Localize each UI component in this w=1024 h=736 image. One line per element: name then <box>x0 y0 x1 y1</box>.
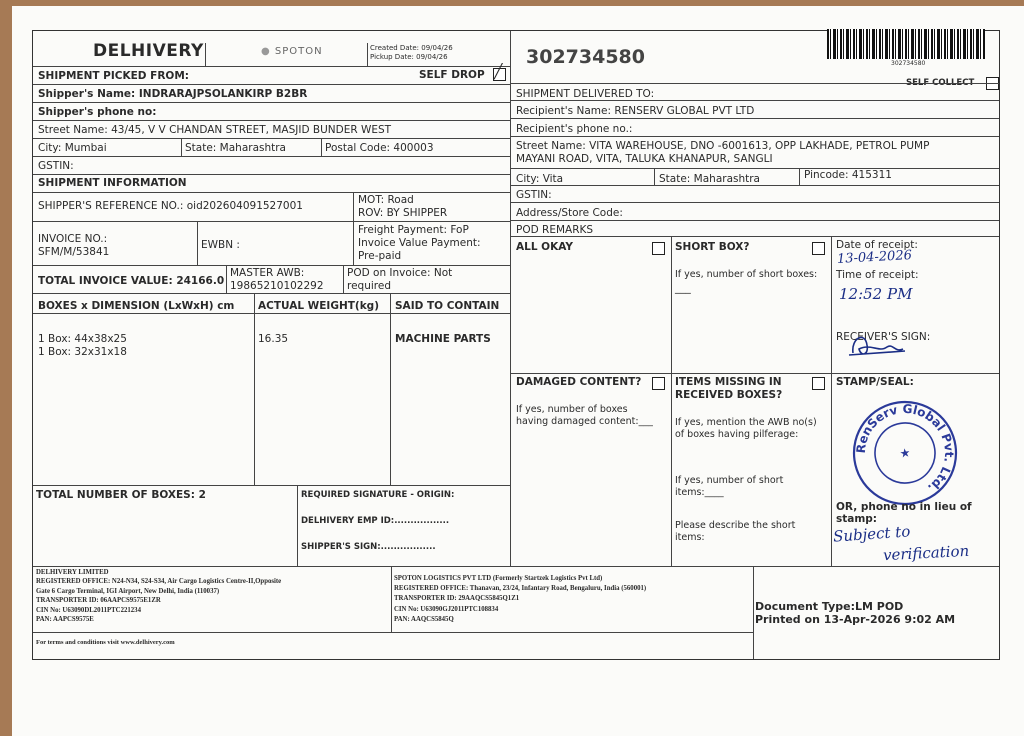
pickup-date: Pickup Date: 09/04/26 <box>370 53 448 61</box>
short-box-count-prompt: If yes, number of short boxes: <box>675 269 818 280</box>
shipper-postal-code: Postal Code: 400003 <box>325 142 434 154</box>
handwritten-receipt-time: 12:52 PM <box>839 285 913 303</box>
damaged-boxes-prompt: If yes, number of boxes <box>516 404 628 415</box>
said-to-contain-header: SAID TO CONTAIN <box>395 300 500 312</box>
total-invoice-value: TOTAL INVOICE VALUE: 24166.0 <box>38 275 225 287</box>
phone-in-lieu-of-stamp: OR, phone no in lieu of <box>836 501 972 513</box>
self-drop-check-mark-icon: ╱ <box>494 64 503 80</box>
handwritten-note-line2: verification <box>882 541 970 565</box>
required-signature-origin: REQUIRED SIGNATURE - ORIGIN: <box>301 490 455 500</box>
items-missing-label: ITEMS MISSING IN <box>675 376 782 388</box>
spoton-company-info: SPOTON LOGISTICS PVT LTD (Formerly Startzek Logistics Pvt Ltd) REGISTERED OFFICE: Thanavan, 23/24, Infantary Road, Bengaluru, India (560001) TRANSPORTER ID: 29AAQCS5845Q1Z1 CIN No: U63090GJ2011PTC108834 PAN: AAQCS5845Q <box>394 575 647 623</box>
delhivery-emp-id: DELHIVERY EMP ID:................. <box>301 516 450 526</box>
short-box-label: SHORT BOX? <box>675 241 750 253</box>
partner-logo: ● SPOTON <box>261 46 323 57</box>
short-box-checkbox[interactable] <box>812 242 825 255</box>
barcode-number: 302734580 <box>891 60 926 67</box>
master-awb-value: 19865210102292 <box>230 280 324 292</box>
items-missing-checkbox[interactable] <box>812 377 825 390</box>
actual-weight-value: 16.35 <box>258 333 289 345</box>
box-row-1: 1 Box: 44x38x25 <box>38 333 127 345</box>
shipper-name: Shipper's Name: INDRARAJPSOLANKIRP B2BR <box>38 88 308 100</box>
courier-logo: DELHIVERY <box>93 41 204 61</box>
handwritten-receipt-date: 13-04-2026 <box>836 248 913 267</box>
recipient-name: Recipient's Name: RENSERV GLOBAL PVT LTD <box>516 105 755 117</box>
shipment-delivered-to-heading: SHIPMENT DELIVERED TO: <box>516 88 655 100</box>
all-okay-label: ALL OKAY <box>516 241 573 253</box>
actual-weight-header: ACTUAL WEIGHT(kg) <box>258 300 379 312</box>
time-of-receipt-label: Time of receipt: <box>836 269 919 281</box>
freight-payment: Freight Payment: FoP <box>358 224 469 236</box>
shipper-reference: SHIPPER'S REFERENCE NO.: oid202604091527001 <box>38 200 303 212</box>
damaged-boxes-prompt-line2: having damaged content:___ <box>516 416 653 427</box>
pod-on-invoice: POD on Invoice: Not <box>347 267 453 279</box>
pod-on-invoice-value: required <box>347 280 391 292</box>
recipient-gstin: GSTIN: <box>516 189 552 201</box>
recipient-state: State: Maharashtra <box>659 173 760 185</box>
box-row-2: 1 Box: 32x31x18 <box>38 346 127 358</box>
total-boxes: TOTAL NUMBER OF BOXES: 2 <box>36 489 206 501</box>
recipient-phone: Recipient's phone no.: <box>516 123 633 135</box>
describe-short-prompt-line2: items: <box>675 532 705 543</box>
awb-barcode <box>827 29 985 59</box>
created-date: Created Date: 09/04/26 <box>370 44 453 52</box>
items-missing-label-line2: RECEIVED BOXES? <box>675 389 783 401</box>
shipment-picked-from-heading: SHIPMENT PICKED FROM: <box>38 70 189 82</box>
terms-link[interactable]: For terms and conditions visit www.delhivery.com <box>36 639 175 646</box>
company-stamp <box>843 391 967 515</box>
shipper-state: State: Maharashtra <box>185 142 286 154</box>
recipient-city: City: Vita <box>516 173 564 185</box>
short-items-prompt-line2: items:____ <box>675 487 724 498</box>
self-collect-label: SELF COLLECT <box>906 78 975 88</box>
all-okay-checkbox[interactable] <box>652 242 665 255</box>
invoice-value-payment: Invoice Value Payment: <box>358 237 481 249</box>
shipper-city: City: Mumbai <box>38 142 107 154</box>
shipment-information-heading: SHIPMENT INFORMATION <box>38 177 187 189</box>
partner-logo-dot-icon: ● <box>261 46 271 57</box>
awb-number: 302734580 <box>526 46 645 68</box>
invoice-no-label: INVOICE NO.: <box>38 233 108 245</box>
pilferage-awb-prompt-line2: of boxes having pilferage: <box>675 429 799 440</box>
boxes-dimension-header: BOXES x DIMENSION (LxWxH) cm <box>38 300 235 312</box>
damaged-content-checkbox[interactable] <box>652 377 665 390</box>
recipient-street: Street Name: VITA WAREHOUSE, DNO -6001613, OPP LAKHADE, PETROL PUMP <box>516 140 930 152</box>
recipient-pincode: Pincode: 415311 <box>804 169 892 181</box>
stamp-star-icon: ★ <box>898 445 912 461</box>
short-box-count-blank: ___ <box>675 282 691 294</box>
address-store-code: Address/Store Code: <box>516 207 623 219</box>
invoice-value-payment-mode: Pre-paid <box>358 250 402 262</box>
svg-text:RenServ Global Pvt. Ltd.: RenServ Global Pvt. Ltd. <box>853 401 957 496</box>
pod-form <box>32 30 1000 660</box>
printed-on: Printed on 13-Apr-2026 9:02 AM <box>755 613 956 626</box>
recipient-street-line2: MAYANI ROAD, VITA, TALUKA KHANAPUR, SANGLI <box>516 153 773 165</box>
invoice-no-value: SFM/M/53841 <box>38 246 110 258</box>
handwritten-note-line1: Subject to <box>832 522 911 546</box>
mode-of-transport: MOT: Road <box>358 194 414 206</box>
shipper-gstin: GSTIN: <box>38 160 74 172</box>
document-type: Document Type:LM POD <box>755 600 904 613</box>
receiver-signature <box>843 323 923 363</box>
receivers-sign-label: RECEIVER'S SIGN: <box>836 331 931 343</box>
damaged-content-label: DAMAGED CONTENT? <box>516 376 642 388</box>
said-to-contain-value: MACHINE PARTS <box>395 333 491 345</box>
shipper-street: Street Name: 43/45, V V CHANDAN STREET, MASJID BUNDER WEST <box>38 124 392 136</box>
date-of-receipt-label: Date of receipt: <box>836 239 918 251</box>
describe-short-prompt: Please describe the short <box>675 520 796 531</box>
shippers-sign: SHIPPER'S SIGN:................. <box>301 542 436 552</box>
self-drop-label: SELF DROP <box>419 69 485 81</box>
master-awb-label: MASTER AWB: <box>230 267 305 279</box>
ewbn: EWBN : <box>201 239 240 251</box>
stamp-seal-label: STAMP/SEAL: <box>836 376 914 388</box>
pilferage-awb-prompt: If yes, mention the AWB no(s) <box>675 417 817 428</box>
short-items-prompt: If yes, number of short <box>675 475 784 486</box>
phone-in-lieu-of-stamp-line2: stamp: <box>836 513 878 525</box>
rov: ROV: BY SHIPPER <box>358 207 448 219</box>
delhivery-company-info: DELHIVERY LIMITED REGISTERED OFFICE: N24-N34, S24-S34, Air Cargo Logistics Centre-II,Opposite Gate 6 Cargo Terminal, IGI Airport, New Delhi, India (110037) TRANSPORTER ID: 06AAPCS9575E1ZR CIN No: U63090DL2011PTC221234 PAN: AAPCS9575E <box>36 569 282 623</box>
shipper-phone: Shipper's phone no: <box>38 106 157 118</box>
pod-remarks-heading: POD REMARKS <box>516 224 594 236</box>
